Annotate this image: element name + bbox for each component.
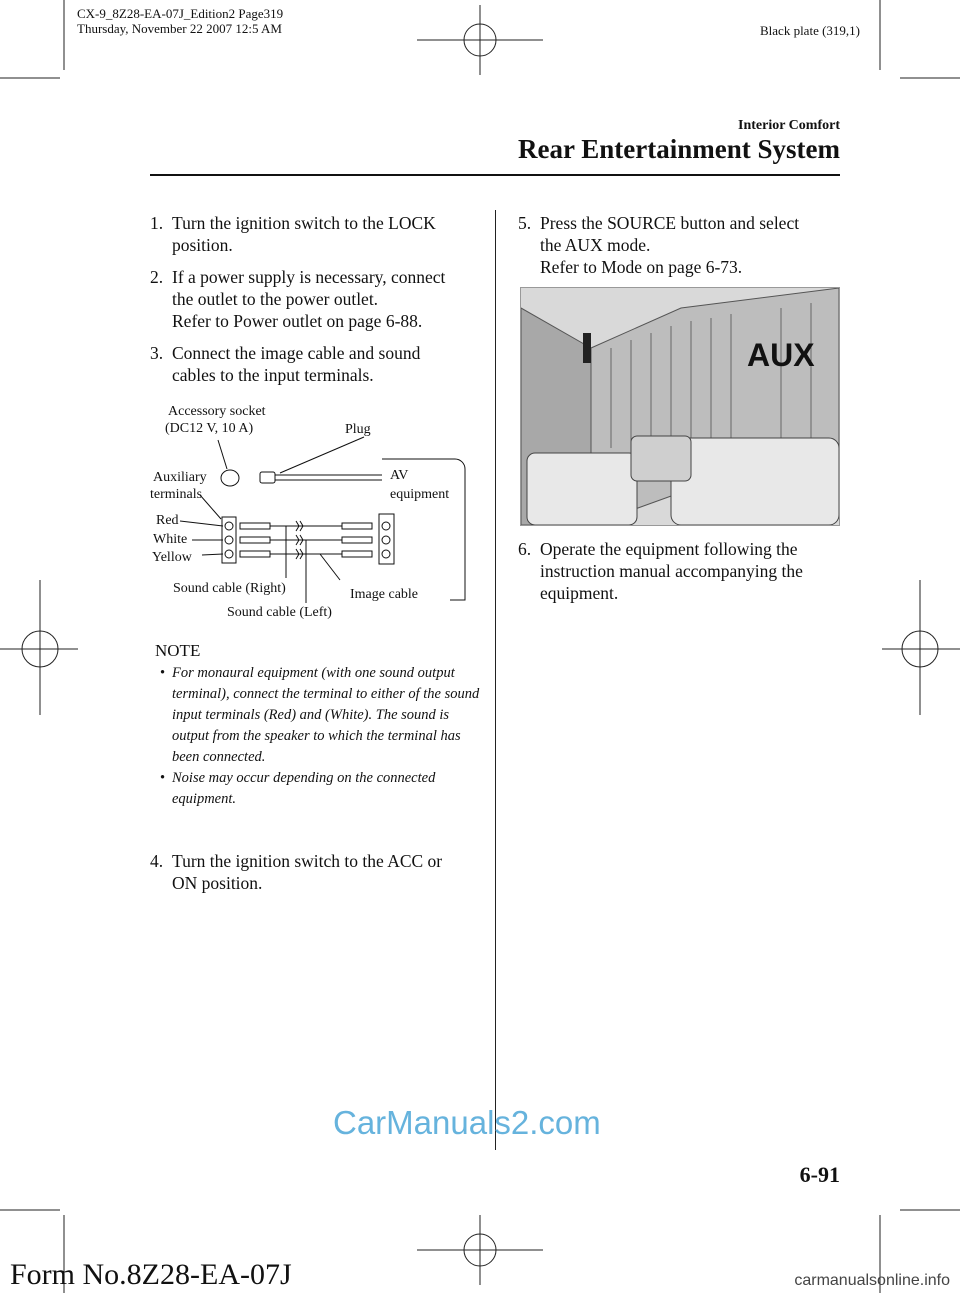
- form-number: Form No.8Z28-EA-07J: [10, 1258, 292, 1291]
- label-av: AV: [390, 468, 409, 483]
- label-plug: Plug: [345, 422, 371, 437]
- label-terminals: terminals: [150, 487, 203, 502]
- step-2: 2. If a power supply is necessary, connect the outlet to the power outlet. Refer to Power outlet on page 6-88.: [150, 267, 446, 331]
- svg-text:AUX: AUX: [747, 337, 815, 373]
- label-sound-right: Sound cable (Right): [173, 581, 286, 596]
- note-item: • Noise may occur depending on the connected equipment.: [160, 768, 480, 810]
- note-list: [160, 663, 480, 810]
- step-4: 4. Turn the ignition switch to the ACC or ON position.: [150, 851, 443, 893]
- street-scene-illustration: [521, 288, 839, 525]
- step-3: 3. Connect the image cable and sound cables to the input terminals.: [150, 343, 421, 385]
- section-title: Interior Comfort: [738, 118, 840, 133]
- plate-info: Black plate (319,1): [760, 23, 860, 38]
- print-info-date: Thursday, November 22 2007 12:5 AM: [77, 21, 282, 36]
- footer-site: carmanualsonline.info: [794, 1272, 950, 1289]
- note-item: • For monaural equipment (with one sound output terminal), connect the terminal to either of the sound input terminals (Red) and (White). The sound is output from the speaker to which the terminal has been connected.: [160, 663, 480, 768]
- label-equipment: equipment: [390, 487, 450, 502]
- label-auxiliary: Auxiliary: [153, 470, 207, 485]
- label-accessory-spec: (DC12 V, 10 A): [165, 421, 254, 436]
- label-sound-left: Sound cable (Left): [227, 605, 332, 620]
- label-accessory-socket: Accessory socket: [168, 404, 266, 419]
- note-title: NOTE: [155, 641, 201, 660]
- accessory-socket: [221, 470, 239, 486]
- step-6: 6. Operate the equipment following the instruction manual accompanying the equipment.: [518, 539, 803, 603]
- print-info: [77, 6, 283, 36]
- aux-label-graphic: [743, 336, 815, 373]
- auxiliary-terminals: [222, 517, 236, 563]
- chapter-title: Rear Entertainment System: [518, 134, 840, 164]
- header-rule: [150, 174, 840, 176]
- label-image-cable: Image cable: [350, 587, 419, 602]
- label-white: White: [153, 532, 188, 547]
- step-1: 1. Turn the ignition switch to the LOCK position.: [150, 213, 436, 255]
- watermark: CarManuals2.com: [333, 1104, 601, 1141]
- page-number: 6-91: [799, 1162, 840, 1187]
- label-red: Red: [156, 513, 179, 528]
- label-yellow: Yellow: [152, 550, 192, 565]
- av-terminals: [379, 514, 394, 564]
- aux-screen-image: [520, 287, 840, 526]
- column-divider: [495, 210, 496, 1150]
- print-info-file: CX-9_8Z28-EA-07J_Edition2 Page319: [77, 6, 284, 21]
- plug: [260, 472, 275, 483]
- step-5: 5. Press the SOURCE button and select the AUX mode. Refer to Mode on page 6-73.: [518, 213, 800, 277]
